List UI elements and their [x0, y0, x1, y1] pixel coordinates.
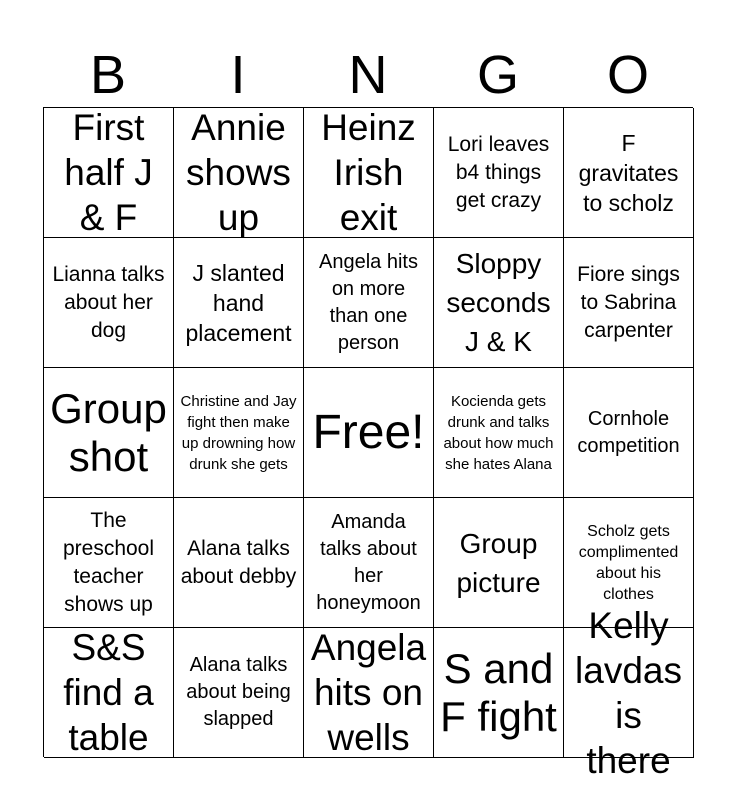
bingo-cell[interactable] [434, 238, 564, 368]
bingo-cell[interactable] [44, 108, 174, 238]
bingo-cell[interactable] [44, 498, 174, 628]
bingo-cell[interactable] [174, 368, 304, 498]
bingo-cell[interactable] [434, 628, 564, 758]
header-letter-g: G [476, 45, 519, 105]
bingo-cell[interactable] [174, 498, 304, 628]
cell-text: Christine and Jay fight then make up drowning how drunk she gets [180, 392, 297, 473]
bingo-cell[interactable] [44, 238, 174, 368]
cell-text: S and F fight [440, 644, 557, 740]
header-letter-o: O [606, 45, 649, 105]
cell-text: First half J & F [64, 107, 153, 238]
cell-text: Kocienda gets drunk and talks about how much she hates Alana [443, 392, 554, 473]
cell-text: Scholz gets complimented about his clothes [578, 522, 679, 603]
bingo-cell[interactable] [304, 498, 434, 628]
bingo-cell[interactable] [434, 368, 564, 498]
free-space-text: Free! [312, 405, 425, 459]
bingo-cell[interactable] [304, 628, 434, 758]
cell-text: J slanted hand placement [185, 259, 292, 346]
cell-text: Alana talks about debby [180, 536, 297, 588]
bingo-cell[interactable] [564, 368, 694, 498]
bingo-cell[interactable] [174, 238, 304, 368]
bingo-cell[interactable] [564, 604, 694, 781]
cell-text: Angela hits on wells [310, 627, 427, 758]
cell-text: Kelly lavdas is there [575, 604, 682, 781]
cell-text: F gravitates to scholz [578, 129, 679, 216]
bingo-cell[interactable] [434, 108, 564, 238]
bingo-cell[interactable] [174, 628, 304, 758]
cell-text: Cornhole competition [577, 407, 680, 457]
cell-text: Group picture [456, 527, 541, 598]
bingo-cell[interactable] [174, 108, 304, 238]
bingo-cell[interactable] [564, 108, 694, 238]
bingo-board [43, 107, 693, 781]
cell-text: Group shot [50, 384, 167, 480]
cell-text: Alana talks about being slapped [186, 654, 291, 730]
cell-text: Sloppy seconds J & K [446, 248, 551, 357]
bingo-cell[interactable] [304, 238, 434, 368]
cell-text: S&S find a table [63, 627, 154, 758]
cell-text: Annie shows up [186, 107, 291, 238]
bingo-cell[interactable] [564, 238, 694, 368]
bingo-cell-free[interactable] [304, 368, 434, 498]
header-letter-i: I [230, 45, 246, 105]
bingo-cell[interactable] [44, 628, 174, 758]
bingo-cell[interactable] [434, 498, 564, 628]
bingo-cell[interactable] [304, 108, 434, 238]
cell-text: Heinz Irish exit [321, 107, 416, 238]
cell-text: Lianna talks about her dog [52, 262, 165, 342]
bingo-header [43, 42, 693, 108]
cell-text: Angela hits on more than one person [319, 250, 418, 354]
cell-text: Lori leaves b4 things get crazy [447, 132, 550, 212]
header-letter-b: B [89, 45, 127, 105]
cell-text: Amanda talks about her honeymoon [316, 510, 421, 614]
cell-text: Fiore sings to Sabrina carpenter [577, 262, 680, 342]
bingo-cell[interactable] [44, 368, 174, 498]
header-letter-n: N [348, 45, 388, 105]
cell-text: The preschool teacher shows up [62, 508, 155, 616]
